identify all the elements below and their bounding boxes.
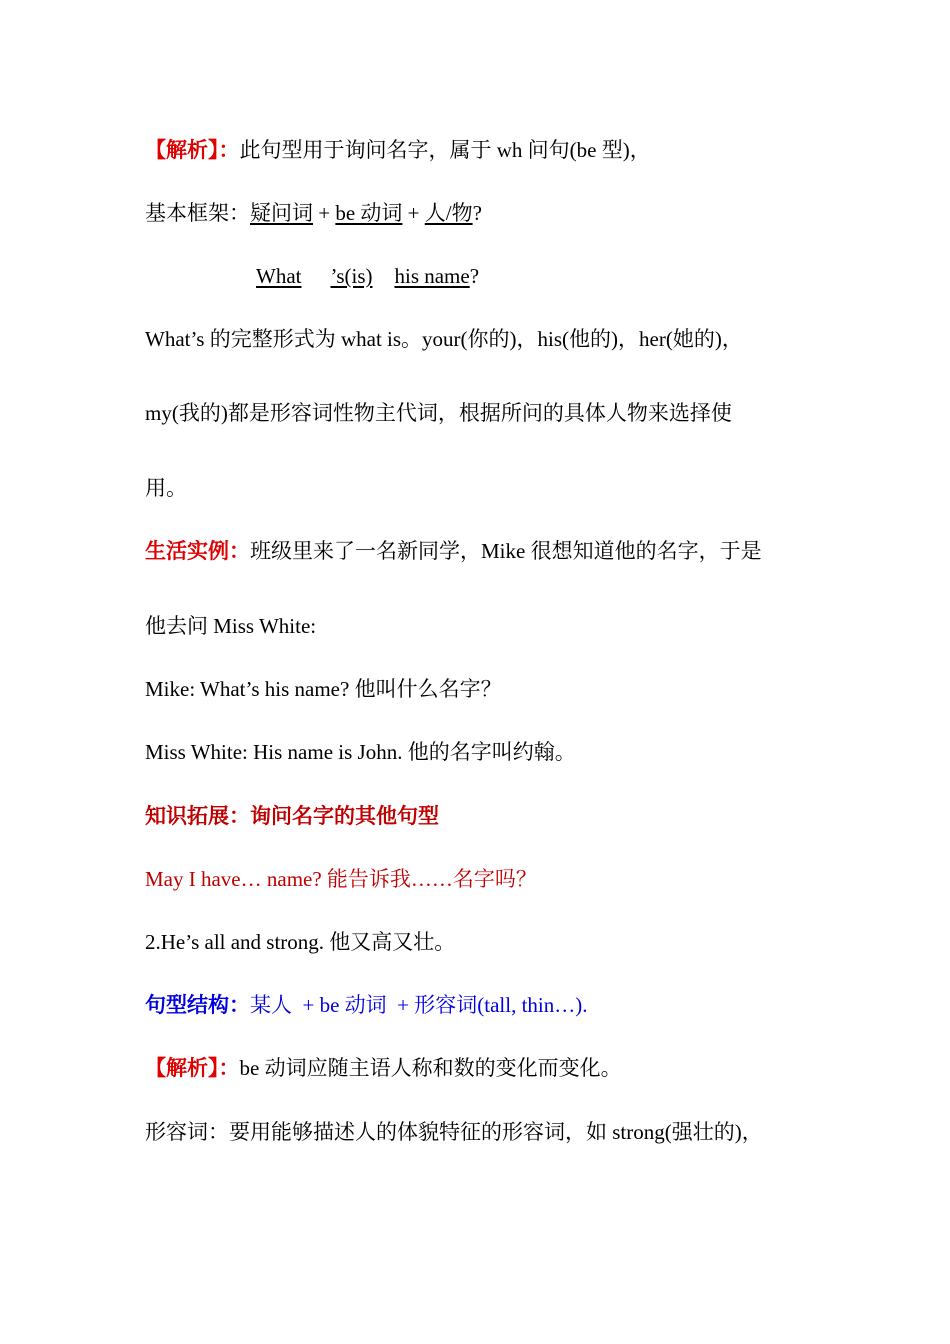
frame-plus-1: + — [313, 201, 336, 225]
structure-line — [145, 990, 588, 1020]
basic-frame-line — [145, 198, 482, 228]
frame-be-verb: be 动词 — [335, 201, 403, 225]
sentence-2: 2.He’s all and strong. 他又高又壮。 — [145, 930, 456, 954]
life-example-label: 生活实例： — [145, 539, 250, 563]
example-what: What — [256, 264, 302, 288]
dialog-line-2: Miss White: His name is John. 他的名字叫约翰。 — [145, 740, 576, 764]
analysis-paragraph-1 — [145, 135, 651, 165]
basic-frame-prefix: 基本框架： — [145, 201, 250, 225]
analysis-text-2: be 动词应随主语人称和数的变化而变化。 — [239, 1056, 622, 1080]
life-example-text: 班级里来了一名新同学，Mike 很想知道他的名字，于是 — [250, 539, 762, 563]
analysis-label: 【解析】： — [145, 138, 240, 162]
dialog-line-1: Mike: What’s his name? 他叫什么名字？ — [145, 677, 502, 701]
example-is: ’s(is) — [330, 264, 373, 288]
structure-label: 句型结构： — [145, 993, 250, 1017]
adjective-line: 形容词：要用能够描述人的体貌特征的形容词，如 strong(强壮的)， — [145, 1120, 763, 1144]
structure-text: 某人 + be 动词 + 形容词(tall, thin…). — [250, 993, 588, 1017]
analysis-label-2: 【解析】： — [145, 1056, 240, 1080]
example-frame-line — [256, 261, 479, 291]
explanation-line-1: What’s 的完整形式为 what is。your(你的)，his(他的)，her(她的)， — [145, 327, 743, 351]
analysis-paragraph-2 — [145, 1053, 622, 1083]
life-example-line-1 — [145, 536, 762, 566]
analysis-text: 此句型用于询问名字，属于 wh 问句(be 型)， — [239, 138, 651, 162]
frame-plus-2: + — [402, 201, 425, 225]
example-his-name: his name — [394, 264, 470, 288]
frame-question-mark: ? — [472, 201, 482, 225]
frame-question-word: 疑问词 — [250, 201, 313, 225]
knowledge-extension-text: May I have… name? 能告诉我……名字吗？ — [145, 867, 537, 891]
knowledge-extension-title: 知识拓展：询问名字的其他句型 — [145, 804, 439, 828]
example-question-mark: ? — [469, 264, 480, 288]
frame-person-thing: 人/物 — [424, 201, 473, 225]
life-example-line-2: 他去问 Miss White: — [145, 614, 317, 638]
explanation-line-3: 用。 — [145, 476, 187, 500]
explanation-line-2: my(我的)都是形容词性物主代词，根据所问的具体人物来选择使 — [145, 401, 732, 425]
